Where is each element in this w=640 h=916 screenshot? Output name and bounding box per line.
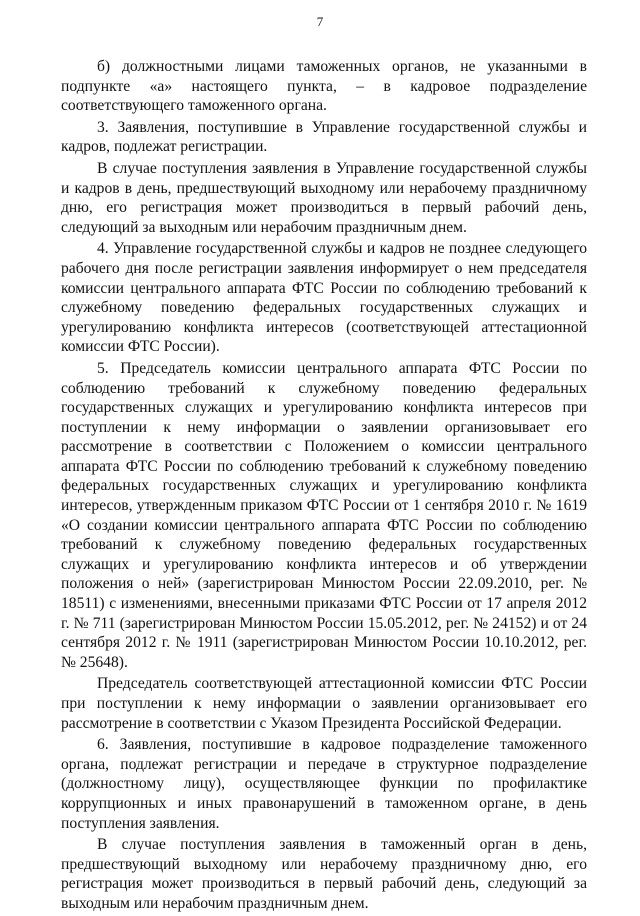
paragraph-subitem-b: б) должностными лицами таможенных органов, не указанными в подпункте «а» настоящего пункта, – в кадровое подразделение соответствующего таможенного органа. — [61, 58, 587, 115]
paragraph-item-4: 4. Управление государственной службы и кадров не позднее следующего рабочего дня после регистрации заявления информирует о нем председателя комиссии центрального аппарата ФТС России по соблюдению требований к служебному поведению федеральных государственных служащих и урегулированию конфликта интересов (соответствующей аттестационной комиссии ФТС России). — [61, 240, 587, 356]
paragraph-item-3: 3. Заявления, поступившие в Управление государственной службы и кадров, подлежат регистрации. — [61, 118, 587, 156]
page-number: 7 — [316, 14, 324, 29]
paragraph-item-3-holiday: В случае поступления заявления в Управление государственной службы и кадров в день, предшествующий выходному или нерабочему праздничному дню, его регистрация может производиться в первый рабочий день, следующий за выходным или нерабочим праздничным днем. — [61, 159, 587, 236]
document-body — [61, 57, 587, 916]
paragraph-item-6: 6. Заявления, поступившие в кадровое подразделение таможенного органа, подлежат регистрации и передаче в структурное подразделение (должностному лицу), осуществляющее функции по профилактике коррупционных и иных правонарушений в таможенном органе, в день поступления заявления. — [61, 736, 587, 832]
paragraph-item-5: 5. Председатель комиссии центрального аппарата ФТС России по соблюдению требований к служебному поведению федеральных государственных служащих и урегулированию конфликта интересов при поступлении к нему информации о заявлении организовывает его рассмотрение в соответствии с Положением о комиссии центрального аппарата ФТС России по соблюдению требований к служебному поведению федеральных государственных служащих и урегулированию конфликта интересов, утвержденным приказом ФТС России от 1 сентября 2010 г. № 1619 «О создании комиссии центрального аппарата ФТС России по соблюдению требований к служебному поведению федеральных государственных служащих и урегулированию конфликта интересов и об утверждении положения о ней» (зарегистрирован Минюстом России 22.09.2010, рег. № 18511) с изменениями, внесенными приказами ФТС России от 17 апреля 2012 г. № 711 (зарегистрирован Минюстом России 15.05.2012, рег. № 24152) и от 24 сентября 2012 г. № 1911 (зарегистрирован Минюстом России 10.10.2012, рег. № 25648). — [61, 359, 587, 671]
paragraph-item-6-holiday: В случае поступления заявления в таможенный орган в день, предшествующий выходному или нерабочему праздничному дню, его регистрация может производиться в первый рабочий день, следующий за выходным или нерабочим праздничным днем. — [61, 836, 587, 912]
paragraph-item-5-chairman: Председатель соответствующей аттестационной комиссии ФТС России при поступлении к нему информации о заявлении организовывает его рассмотрение в соответствии с Указом Президента Российской Федерации. — [61, 675, 587, 732]
